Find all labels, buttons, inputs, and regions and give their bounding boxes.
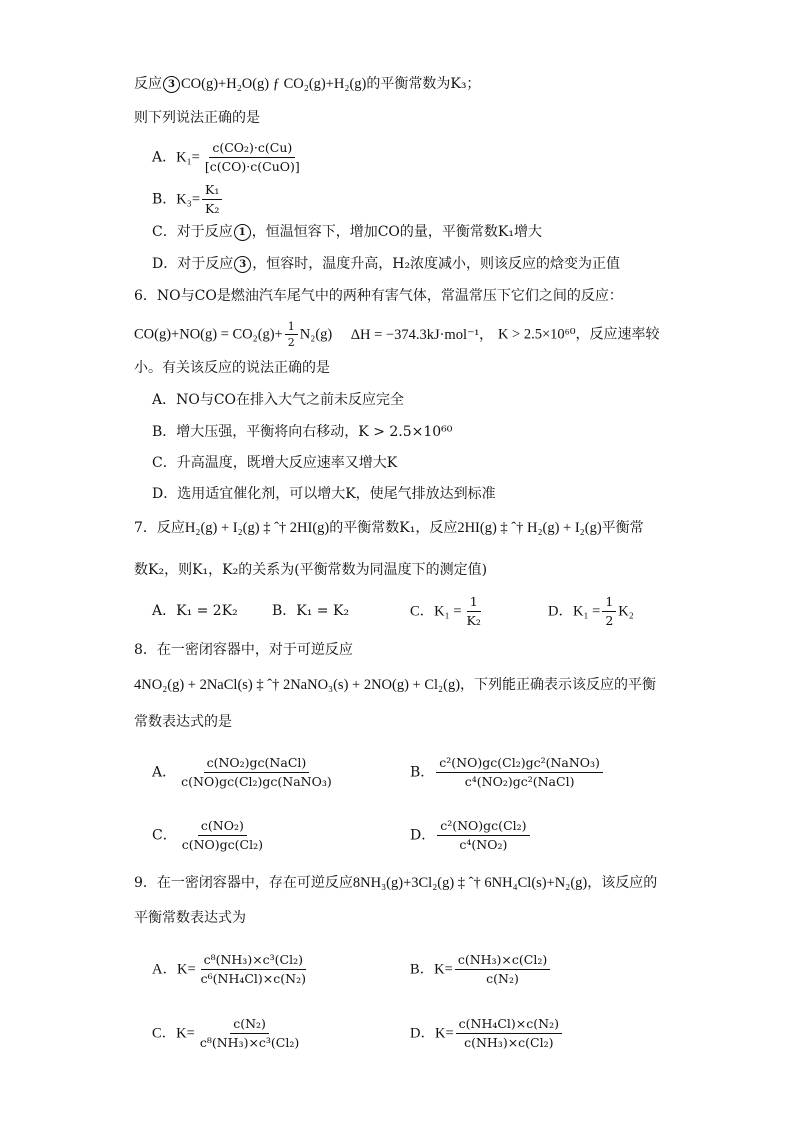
q8-stem-line1: 8．在一密闭容器中，对于可逆反应 (134, 642, 353, 658)
q9-option-a[interactable] (152, 952, 311, 987)
text: 反应 (134, 76, 162, 92)
reaction-3-line (134, 74, 480, 94)
denominator: 2 (605, 613, 614, 628)
q7-option-d[interactable] (548, 594, 634, 629)
fraction (436, 755, 603, 790)
denominator: c(NO)gc(Cl₂)gc(NaNO₃) (181, 774, 332, 789)
option-text: D．K₁ = (548, 603, 601, 620)
equilibrium-constant: K > 2.5×10⁶⁰ (497, 326, 576, 343)
equation: 4NO₂(g) + 2NaCl(s) ‡ ˆ† 2NaNO₃(s) + 2NO(g) + Cl₂(g) (134, 677, 461, 693)
option-text: C．K₁ = (410, 603, 462, 620)
numerator: c(NH₃)×c(Cl₂) (455, 952, 550, 970)
numerator: c(CO₂)·c(Cu) (209, 140, 295, 158)
circled-number: 1 (234, 224, 251, 241)
q6-stem-line1: 6．NO与CO是燃油汽车尾气中的两种有害气体，常温常压下它们之间的反应： (134, 288, 623, 304)
denominator: c(N₂) (486, 971, 519, 986)
numerator: 1 (467, 594, 481, 612)
numerator: 1 (602, 594, 616, 612)
question-5-stem: 则下列说法正确的是 (134, 110, 260, 126)
denominator: 2 (287, 336, 295, 349)
option-text: K₂ (618, 603, 634, 620)
denominator: K₂ (205, 201, 220, 216)
fraction-half (285, 320, 298, 349)
q9-option-c[interactable] (152, 1016, 304, 1051)
denominator: K₂ (466, 613, 481, 628)
fraction (464, 594, 484, 629)
denominator: c⁴(NO₂)gc²(NaCl) (464, 774, 575, 789)
q8-option-c[interactable] (152, 818, 268, 853)
option-label: C．K= (152, 1025, 195, 1042)
numerator: c(N₂) (230, 1016, 269, 1034)
q9-option-b[interactable] (410, 952, 552, 987)
numerator: c(NO₂)gc(NaCl) (204, 755, 310, 773)
fraction (202, 182, 222, 217)
text: 对于反应 (176, 224, 233, 240)
option-label: A． (152, 149, 177, 166)
denominator: c(NO)gc(Cl₂) (181, 837, 263, 852)
q6-option-b[interactable]: B．增大压强，平衡将向右移动，K > 2.5×10⁶⁰ (152, 424, 453, 440)
text: 的平衡常数为K₃； (366, 76, 481, 92)
formula-lhs: K₃= (176, 191, 201, 208)
option-label: D． (152, 256, 178, 272)
text: ，反应速率较 (575, 326, 660, 343)
q6-option-d[interactable]: D．选用适宜催化剂，可以增大K，使尾气排放达到标准 (152, 486, 496, 502)
q9-stem-line1 (134, 873, 657, 893)
q5-option-d[interactable] (152, 254, 620, 274)
fraction (456, 1016, 562, 1051)
option-label: A．K= (152, 961, 196, 978)
q5-option-a[interactable] (152, 140, 305, 175)
denominator: c⁶(NH₄Cl)×c(N₂) (200, 971, 306, 986)
numerator: c²(NO)gc(Cl₂)gc²(NaNO₃) (436, 755, 603, 773)
q6-option-a[interactable]: A．NO与CO在排入大气之前未反应完全 (152, 392, 405, 408)
fraction (437, 818, 529, 853)
numerator: c⁸(NH₃)×c³(Cl₂) (201, 952, 306, 970)
denominator: c(NH₃)×c(Cl₂) (464, 1035, 554, 1050)
fraction (197, 1016, 302, 1051)
equation: 2HI(g) ‡ ˆ† H₂(g) + I₂(g) (457, 520, 602, 536)
q7-option-c[interactable] (410, 594, 486, 629)
denominator: c⁴(NO₂) (459, 837, 508, 852)
option-label: A． (152, 764, 177, 781)
denominator: c⁸(NH₃)×c³(Cl₂) (199, 1035, 300, 1050)
option-label: D．K= (410, 1025, 454, 1042)
q9-option-d[interactable] (410, 1016, 564, 1051)
numerator: c(NO₂) (198, 818, 247, 836)
q7-stem-line2: 数K₂，则K₁，K₂的关系为(平衡常数为同温度下的测定值) (134, 562, 488, 578)
option-label: B．K= (410, 961, 453, 978)
q7-option-a[interactable]: A．K₁ = 2K₂ (152, 603, 238, 619)
q8-option-d[interactable] (410, 818, 532, 853)
equation: H₂(g) + I₂(g) ‡ ˆ† 2HI(g) (184, 520, 330, 536)
option-label: B． (152, 191, 177, 208)
q5-option-c[interactable] (152, 222, 542, 242)
text: 7．反应 (134, 520, 185, 536)
q5-option-b[interactable] (152, 182, 224, 217)
q8-option-b[interactable] (410, 755, 605, 790)
option-label: B． (410, 764, 435, 781)
q6-stem-line2: 小。有关该反应的说法正确的是 (134, 360, 330, 376)
text: ，下列能正确表示该反应的平衡 (460, 677, 657, 693)
equation-lhs: CO(g)+NO(g) = CO₂(g)+ (134, 326, 283, 343)
text: 对于反应 (177, 256, 234, 272)
denominator: [c(CO)·c(CuO)] (204, 159, 300, 174)
option-label: D． (410, 827, 436, 844)
equation: CO(g)+H₂O(g) ƒ CO₂(g)+H₂(g) (181, 76, 367, 92)
fraction (179, 818, 266, 853)
text: ，该反应的 (587, 875, 658, 891)
fraction (602, 594, 616, 629)
numerator: 1 (285, 320, 298, 335)
text: 的平衡常数K₁，反应 (329, 520, 458, 536)
fraction (455, 952, 550, 987)
numerator: c(NH₄Cl)×c(N₂) (456, 1016, 562, 1034)
enthalpy: ΔH = −374.3kJ·mol⁻¹， (350, 326, 494, 343)
fraction (178, 755, 335, 790)
q8-stem-line2: 常数表达式的是 (134, 714, 232, 730)
fraction (202, 140, 303, 175)
text: 9．在一密闭容器中，存在可逆反应 (134, 875, 353, 891)
q7-stem-line1 (134, 518, 644, 538)
numerator: K₁ (202, 182, 222, 200)
text: ，恒温恒容下，增加CO的量，平衡常数K₁增大 (251, 224, 542, 240)
option-label: C． (152, 224, 177, 240)
q6-option-c[interactable]: C．升高温度，既增大反应速率又增大K (152, 455, 398, 471)
q6-equation-line (134, 320, 660, 349)
q7-option-b[interactable]: B．K₁ = K₂ (272, 603, 350, 619)
equation: 8NH₃(g)+3Cl₂(g) ‡ ˆ† 6NH₄Cl(s)+N₂(g) (352, 875, 588, 891)
q9-stem-line2: 平衡常数表达式为 (134, 910, 246, 926)
circled-number: 3 (234, 256, 251, 273)
circled-number: 3 (163, 76, 180, 93)
fraction (198, 952, 309, 987)
q8-option-a[interactable] (152, 755, 337, 790)
formula-lhs: K₁= (176, 149, 200, 166)
option-label: C． (152, 827, 177, 844)
numerator: c²(NO)gc(Cl₂) (437, 818, 529, 836)
text: 平衡常 (601, 520, 644, 536)
q8-equation-line (134, 675, 656, 695)
text: ，恒容时，温度升高，H₂浓度减小，则该反应的焓变为正值 (252, 256, 621, 272)
equation-rhs: N₂(g) (299, 326, 333, 343)
